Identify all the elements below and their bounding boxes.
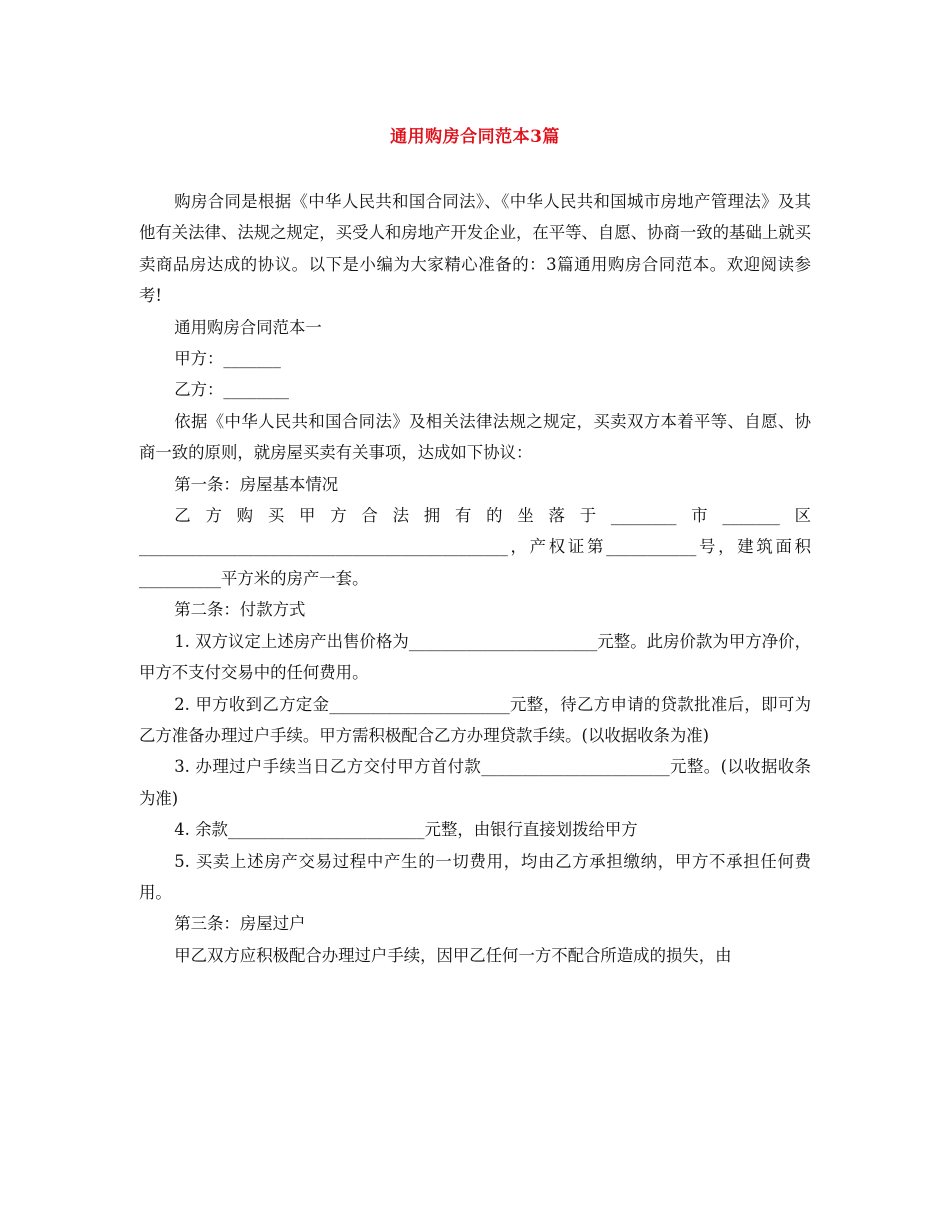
party-a-line: 甲方：_______	[174, 349, 281, 369]
article-1-text: 乙方购买甲方合法拥有的坐落于________市_______区_____________________________________________，产权证第___________号，建筑面积__________平方米的房产一套。	[139, 506, 811, 588]
article-2-heading: 第二条：付款方式	[174, 600, 306, 620]
document-title: 通用购房合同范本3篇	[390, 127, 560, 147]
intro-paragraph: 购房合同是根据《中华人民共和国合同法》、《中华人民共和国城市房地产管理法》及其他有关法律、法规之规定，买受人和房地产开发企业，在平等、自愿、协商一致的基础上就买卖商品房达成的协议。以下是小编为大家精心准备的：3篇通用购房合同范本。欢迎阅读参考!	[139, 192, 812, 306]
payment-item-4: 4. 余款________________________元整，由银行直接划拨给甲方	[174, 820, 638, 840]
article-1-heading: 第一条：房屋基本情况	[174, 474, 339, 494]
payment-item-2: 2. 甲方收到乙方定金______________________元整，待乙方申请的贷款批准后，即可为乙方准备办理过户手续。甲方需积极配合乙方办理贷款手续。(以收据收条为准)	[139, 694, 811, 745]
payment-item-3: 3. 办理过户手续当日乙方交付甲方首付款_______________________元整。(以收据收条为准)	[139, 757, 811, 808]
contract-heading: 通用购房合同范本一	[174, 317, 322, 337]
payment-item-5: 5. 买卖上述房产交易过程中产生的一切费用，均由乙方承担缴纳，甲方不承担任何费用。	[139, 851, 811, 902]
payment-item-1: 1. 双方议定上述房产出售价格为_______________________元整。此房价款为甲方净价，甲方不支付交易中的任何费用。	[139, 631, 811, 683]
article-3-text: 甲乙双方应积极配合办理过户手续，因甲乙任何一方不配合所造成的损失，由	[174, 945, 732, 965]
party-b-line: 乙方：________	[174, 380, 289, 400]
article-3-heading: 第三条：房屋过户	[174, 914, 306, 934]
basis-paragraph: 依据《中华人民共和国合同法》及相关法律法规之规定，买卖双方本着平等、自愿、协商一致的原则，就房屋买卖有关事项，达成如下协议：	[139, 411, 811, 463]
document-body	[139, 186, 811, 971]
